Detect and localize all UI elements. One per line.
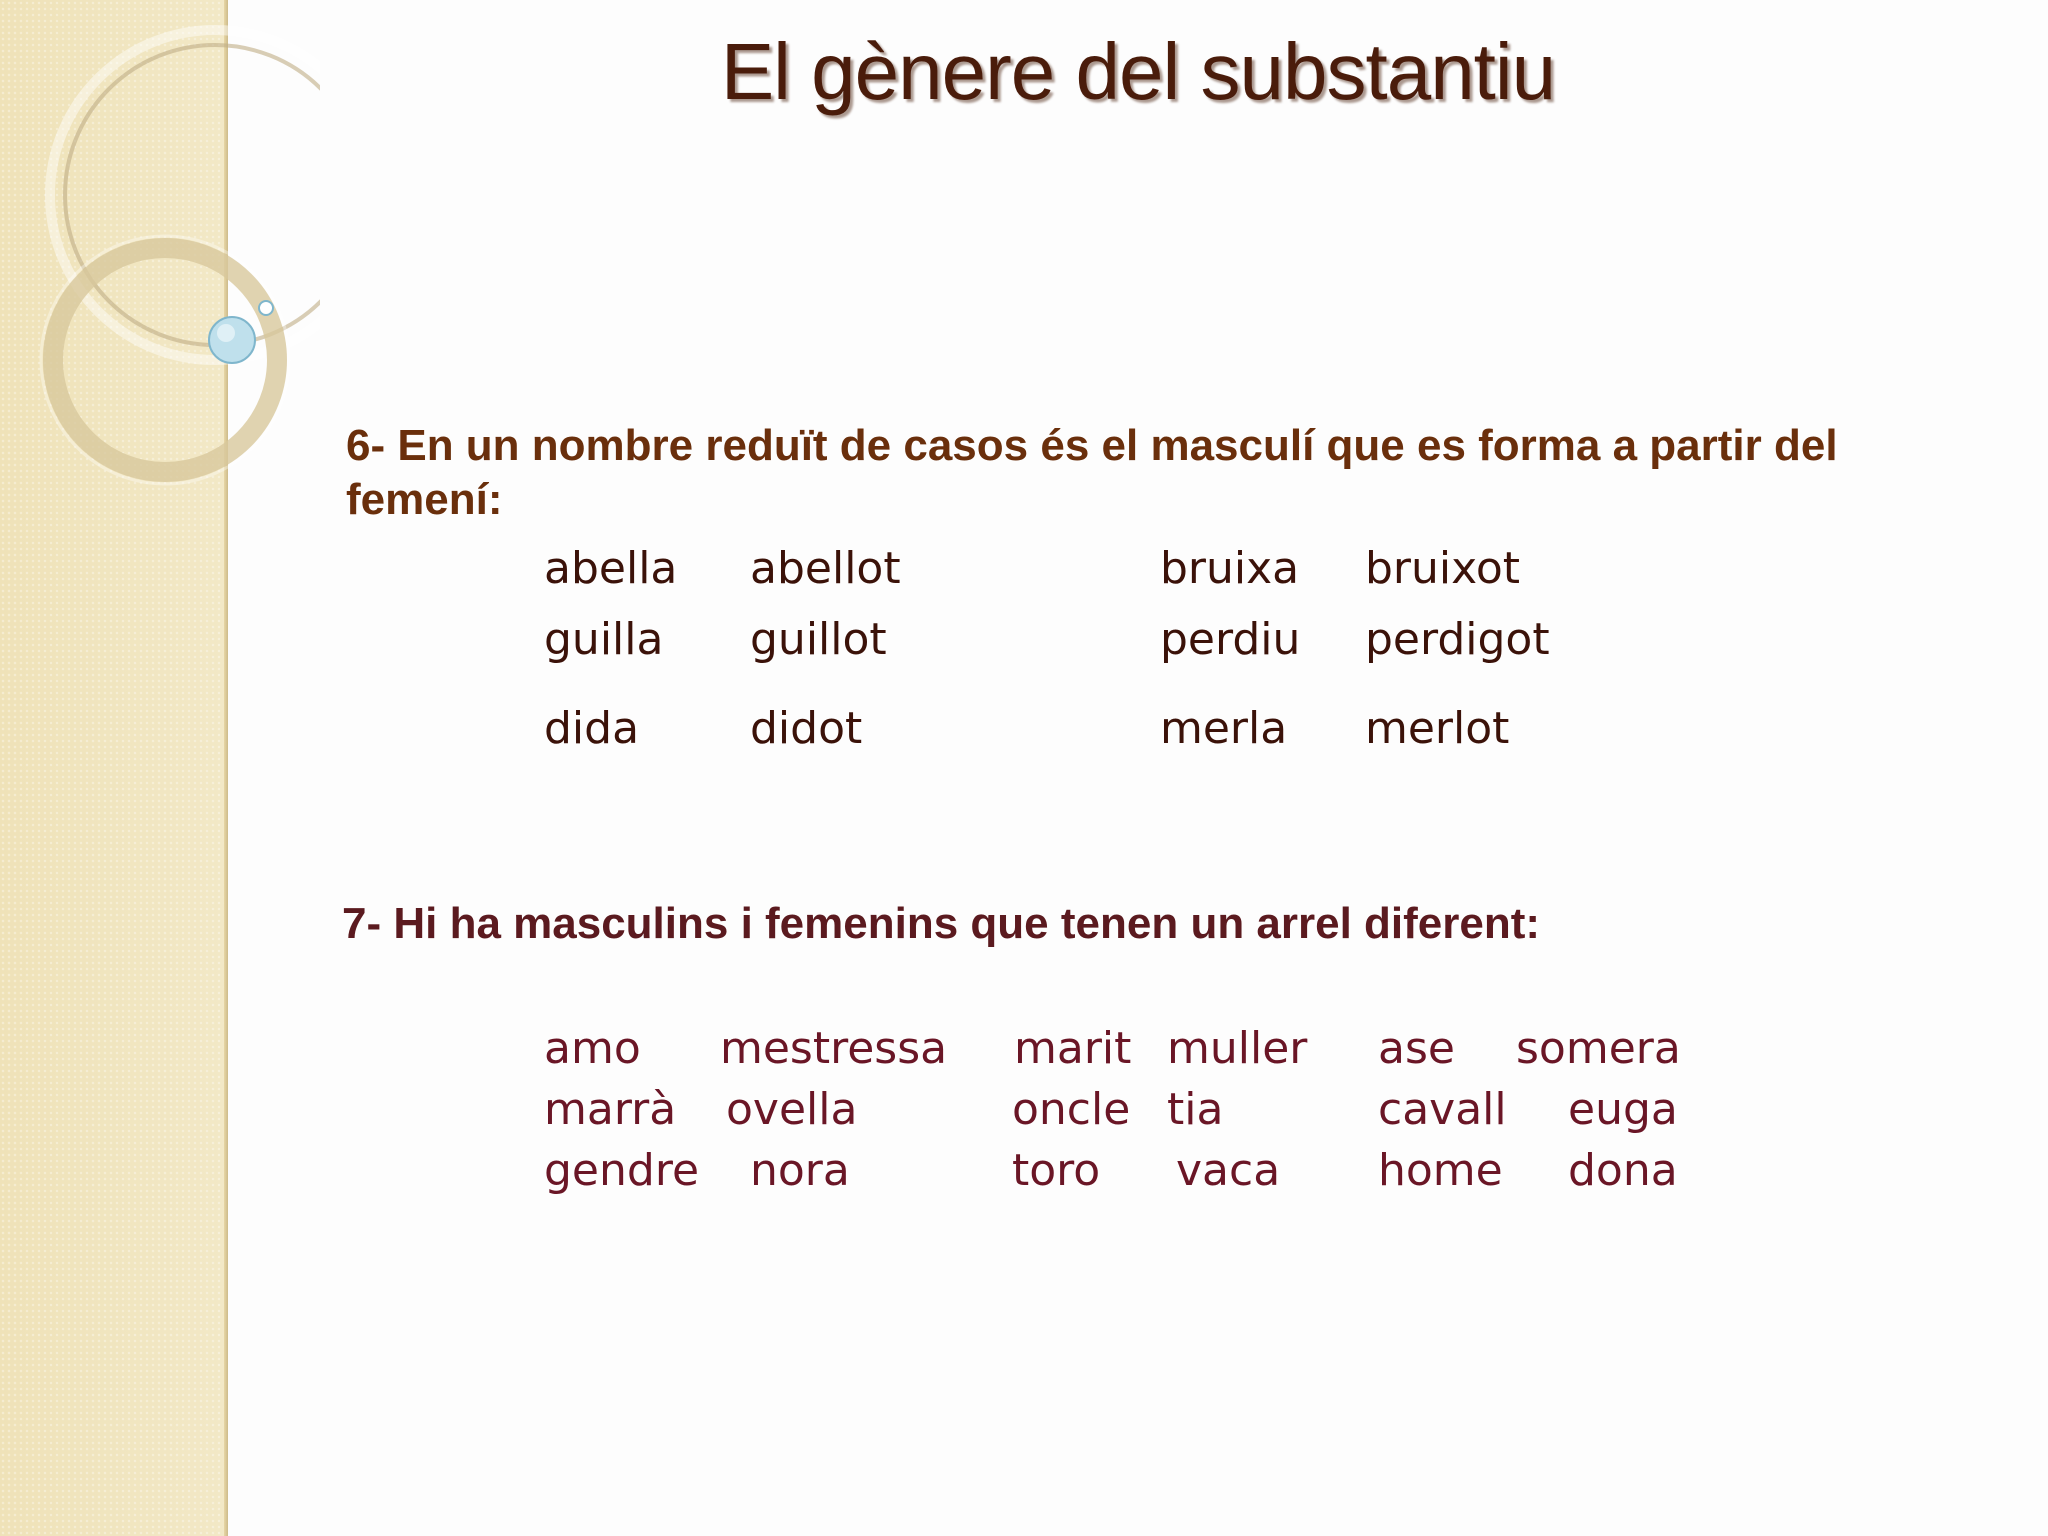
word-fem: somera — [1516, 1023, 1681, 1074]
word-masc: gendre — [544, 1145, 700, 1196]
word-masc: amo — [544, 1023, 641, 1074]
bubble-small — [259, 301, 273, 315]
word-fem: perdiu — [1160, 614, 1301, 665]
word-fem: guilla — [544, 614, 664, 665]
word-masc: bruixot — [1365, 543, 1520, 594]
word-masc: toro — [1012, 1145, 1101, 1196]
word-fem: tia — [1167, 1084, 1224, 1135]
word-masc: ase — [1378, 1023, 1455, 1074]
word-fem: abella — [544, 543, 678, 594]
word-masc: guillot — [750, 614, 887, 665]
bubble-large — [209, 317, 255, 363]
word-masc: merlot — [1365, 703, 1510, 754]
word-fem: bruixa — [1160, 543, 1300, 594]
slide-title: El gènere del substantiu — [720, 27, 1556, 116]
word-masc: abellot — [750, 543, 901, 594]
word-masc: oncle — [1012, 1084, 1131, 1135]
word-masc: marrà — [544, 1084, 677, 1135]
word-masc: cavall — [1378, 1084, 1507, 1135]
bubble-highlight — [217, 324, 235, 342]
section-7-heading: 7- Hi ha masculins i femenins que tenen un arrel diferent: — [342, 899, 1541, 948]
word-fem: ovella — [726, 1084, 858, 1135]
word-fem: merla — [1160, 703, 1288, 754]
word-fem: vaca — [1176, 1145, 1281, 1196]
word-fem: euga — [1568, 1084, 1678, 1135]
word-masc: perdigot — [1365, 614, 1550, 665]
word-fem: nora — [750, 1145, 850, 1196]
word-fem: dona — [1568, 1145, 1678, 1196]
section-6-heading: 6- En un nombre reduït de casos és el masculí que es forma a partir del femení: — [346, 421, 1838, 524]
word-masc: home — [1378, 1145, 1503, 1196]
word-fem: muller — [1167, 1023, 1308, 1074]
word-masc: didot — [750, 703, 863, 754]
word-masc: marit — [1014, 1023, 1132, 1074]
word-fem: dida — [544, 703, 640, 754]
word-fem: mestressa — [720, 1023, 948, 1074]
